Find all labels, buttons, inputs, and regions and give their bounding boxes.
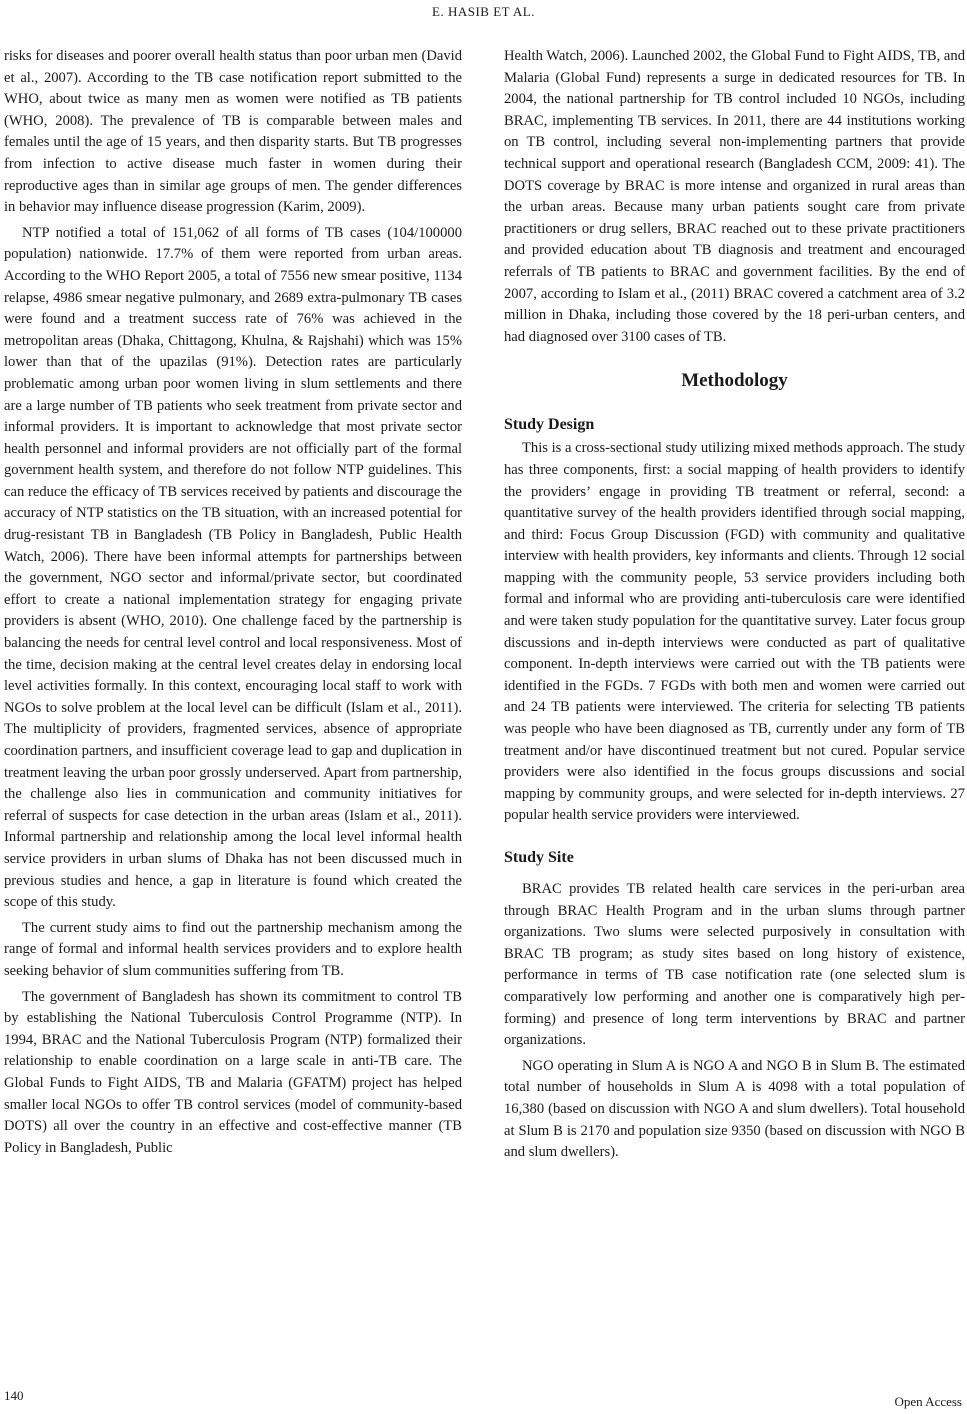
journal-label: Open Access [894, 1394, 962, 1409]
body-paragraph: The government of Bangladesh has shown its commitment to control TB by establishing the National Tuberculosis Control Programme (NTP). In 1994, BRAC and the National Tuberculosis Program (NTP) formalized their relationship to enable coordination on a large scale in anti-TB care. The Global Funds to Fight AIDS, TB and Malaria (GFATM) project has helped smaller local NGOs to offer TB control services (model of community-based DOTS) all over the country in an effective and cost-effective manner (TB Policy in Bangladesh, Public [4, 988, 462, 1156]
subheading-study-site: Study Site [504, 849, 574, 866]
body-paragraph: The current study aims to find out the partnership mechanism among the range of formal and informal health services providers and to explore health seeking behavior of slum communities suffering from TB. [4, 919, 462, 979]
body-paragraph: NTP notified a total of 151,062 of all forms of TB cases (104/100000 population) nationwide. 17.7% of them were reported from urban areas. According to the WHO Report 2005, a total of 7556 new smear positive, 1134 relapse, 4986 smear negative pulmonary, and 2689 extra-pulmonary TB cases were found and a treatment success rate of 76% was achieved in the metropolitan areas (Dhaka, Chittagong, Khulna, & Rajshahi) which was 15% lower than that of the upazilas (91%). Detection rates are particularly problematic among urban poor women living in slum settlements and there are a large number of TB patients who seek treatment from private sector and informal providers. It is important to acknowledge that most private sector health personnel and informal providers are not officially part of the formal government health system, and therefore do not follow NTP guidelines. This can reduce the efficacy of TB services received by patients and discourage the accuracy of NTP statistics on the TB situation, with an increased potential for drug-resistant TB in Bangladesh (TB Policy in Bangladesh, Public Health Watch, 2006). There have been informal attempts for partnerships between the government, NGO sector and informal/private sector, but coordinated effort to create a national implementation strategy for engaging private providers is absent (WHO, 2010). One challenge faced by the partnership is balancing the needs for central level control and local responsiveness. Most of the time, decision making at the central level creates delay in endorsing local level activities formally. In this context, encouraging local staff to work with NGOs to solve problem at the local level can be difficult (Islam et al., 2011). The multiplicity of providers, fragmented services, absence of appropriate coordination partners, and insufficient coverage lead to gap and duplication in treatment leaving the urban poor grossly underserved. Apart from partnership, the challenge also lies in communication and community initiatives for referral of suspects for case detection in the urban areas (Islam et al., 2011). Informal partnership and relationship among the local level informal health service providers in urban slums of Dhaka has not been discussed much in previous studies and hence, a gap in literature is found which created the scope of this study. [4, 224, 462, 911]
section-heading-methodology: Methodology [681, 370, 788, 392]
subheading-study-design: Study Design [504, 416, 595, 434]
left-column [4, 46, 462, 1163]
body-paragraph: Health Watch, 2006). Launched 2002, the Global Fund to Fight AIDS, TB, and Malaria (Global Fund) represents a surge in dedicated resources for TB. In 2004, the national partnership for TB control included 10 NGOs, including BRAC, implementing TB services. In 2011, there are 44 institutions working on TB control, including several non-implementing partners that provide technical support and operational research (Bangladesh CCM, 2009: 41). The DOTS coverage by BRAC is more intense and organized in rural areas than the urban areas. Because many urban patients sought care from private practitioners or drug sellers, BRAC reached out to these private practitioners and provided education about TB diagnosis and treatment and encouraged referrals of TB patients to BRAC and government facilities. By the end of 2007, according to Islam et al., (2011) BRAC covered a catchment area of 3.2 million in Dhaka, including those covered by the 18 peri-urban centers, and had diagnosed over 3100 cases of TB. [504, 48, 965, 345]
right-column [504, 46, 965, 1168]
body-paragraph: This is a cross-sectional study utilizing mixed methods approach. The study has three components, first: a social mapping of health providers to identify the providers’ engage in providing TB treatment or referral, second: a quantitative survey of the health providers identified through social mapping, and third: Focus Group Discussion (FGD) with community and qualitative interview with health providers, key informants and clients. Through 12 social mapping with the community people, 53 service providers including both formal and informal who are providing anti-tuberculosis care were identified and were taken study population for the quantitative survey. Later focus group discussions and in-depth interviews were conducted as part of qualitative component. In-depth interviews were carried out with the TB patients were identified in the FGDs. 7 FGDs with both men and women were carried out and 24 TB patients were interviewed. The criteria for selecting TB patients was people who have been diagnosed as TB, currently under any form of TB treatment and/or have discontinued treatment but not cured. Popular service providers were also identified in the focus groups discussions and social mapping by community groups, and were selected for in-depth interviews. 27 popular health service providers were interviewed. [504, 440, 965, 824]
body-paragraph: risks for diseases and poorer overall health status than poor urban men (David et al., 2007). According to the TB case notification report submitted to the WHO, about twice as many men as women were notified as TB patients (WHO, 2008). The prevalence of TB is comparable between males and females until the age of 15 years, and then disparity starts. But TB progresses from infection to active disease much faster in women during their reproductive ages than in similar age groups of men. The gender differences in behavior may influence disease progression (Karim, 2009). [4, 48, 462, 216]
page-number: 140 [4, 1388, 24, 1403]
running-header: E. HASIB ET AL. [432, 4, 535, 19]
body-paragraph: NGO operating in Slum A is NGO A and NGO B in Slum B. The estimated total number of households in Slum A is 4098 with a total population of 16,380 (based on discussion with NGO A and slum dwellers). Total household at Slum B is 2170 and population size 9350 (based on discussion with NGO B and slum dwellers). [504, 1057, 965, 1161]
body-paragraph: BRAC provides TB related health care services in the peri-urban area through BRAC Health Program and in the urban slums through partner organizations. Two slums were selected purposively in consultation with BRAC TB program; as study sites based on long history of existence, performance in terms of TB case notification rate (one selected slum is comparatively low performing and another one is comparatively high performing) and presence of long term interventions by BRAC and partner organizations. [504, 881, 965, 1049]
